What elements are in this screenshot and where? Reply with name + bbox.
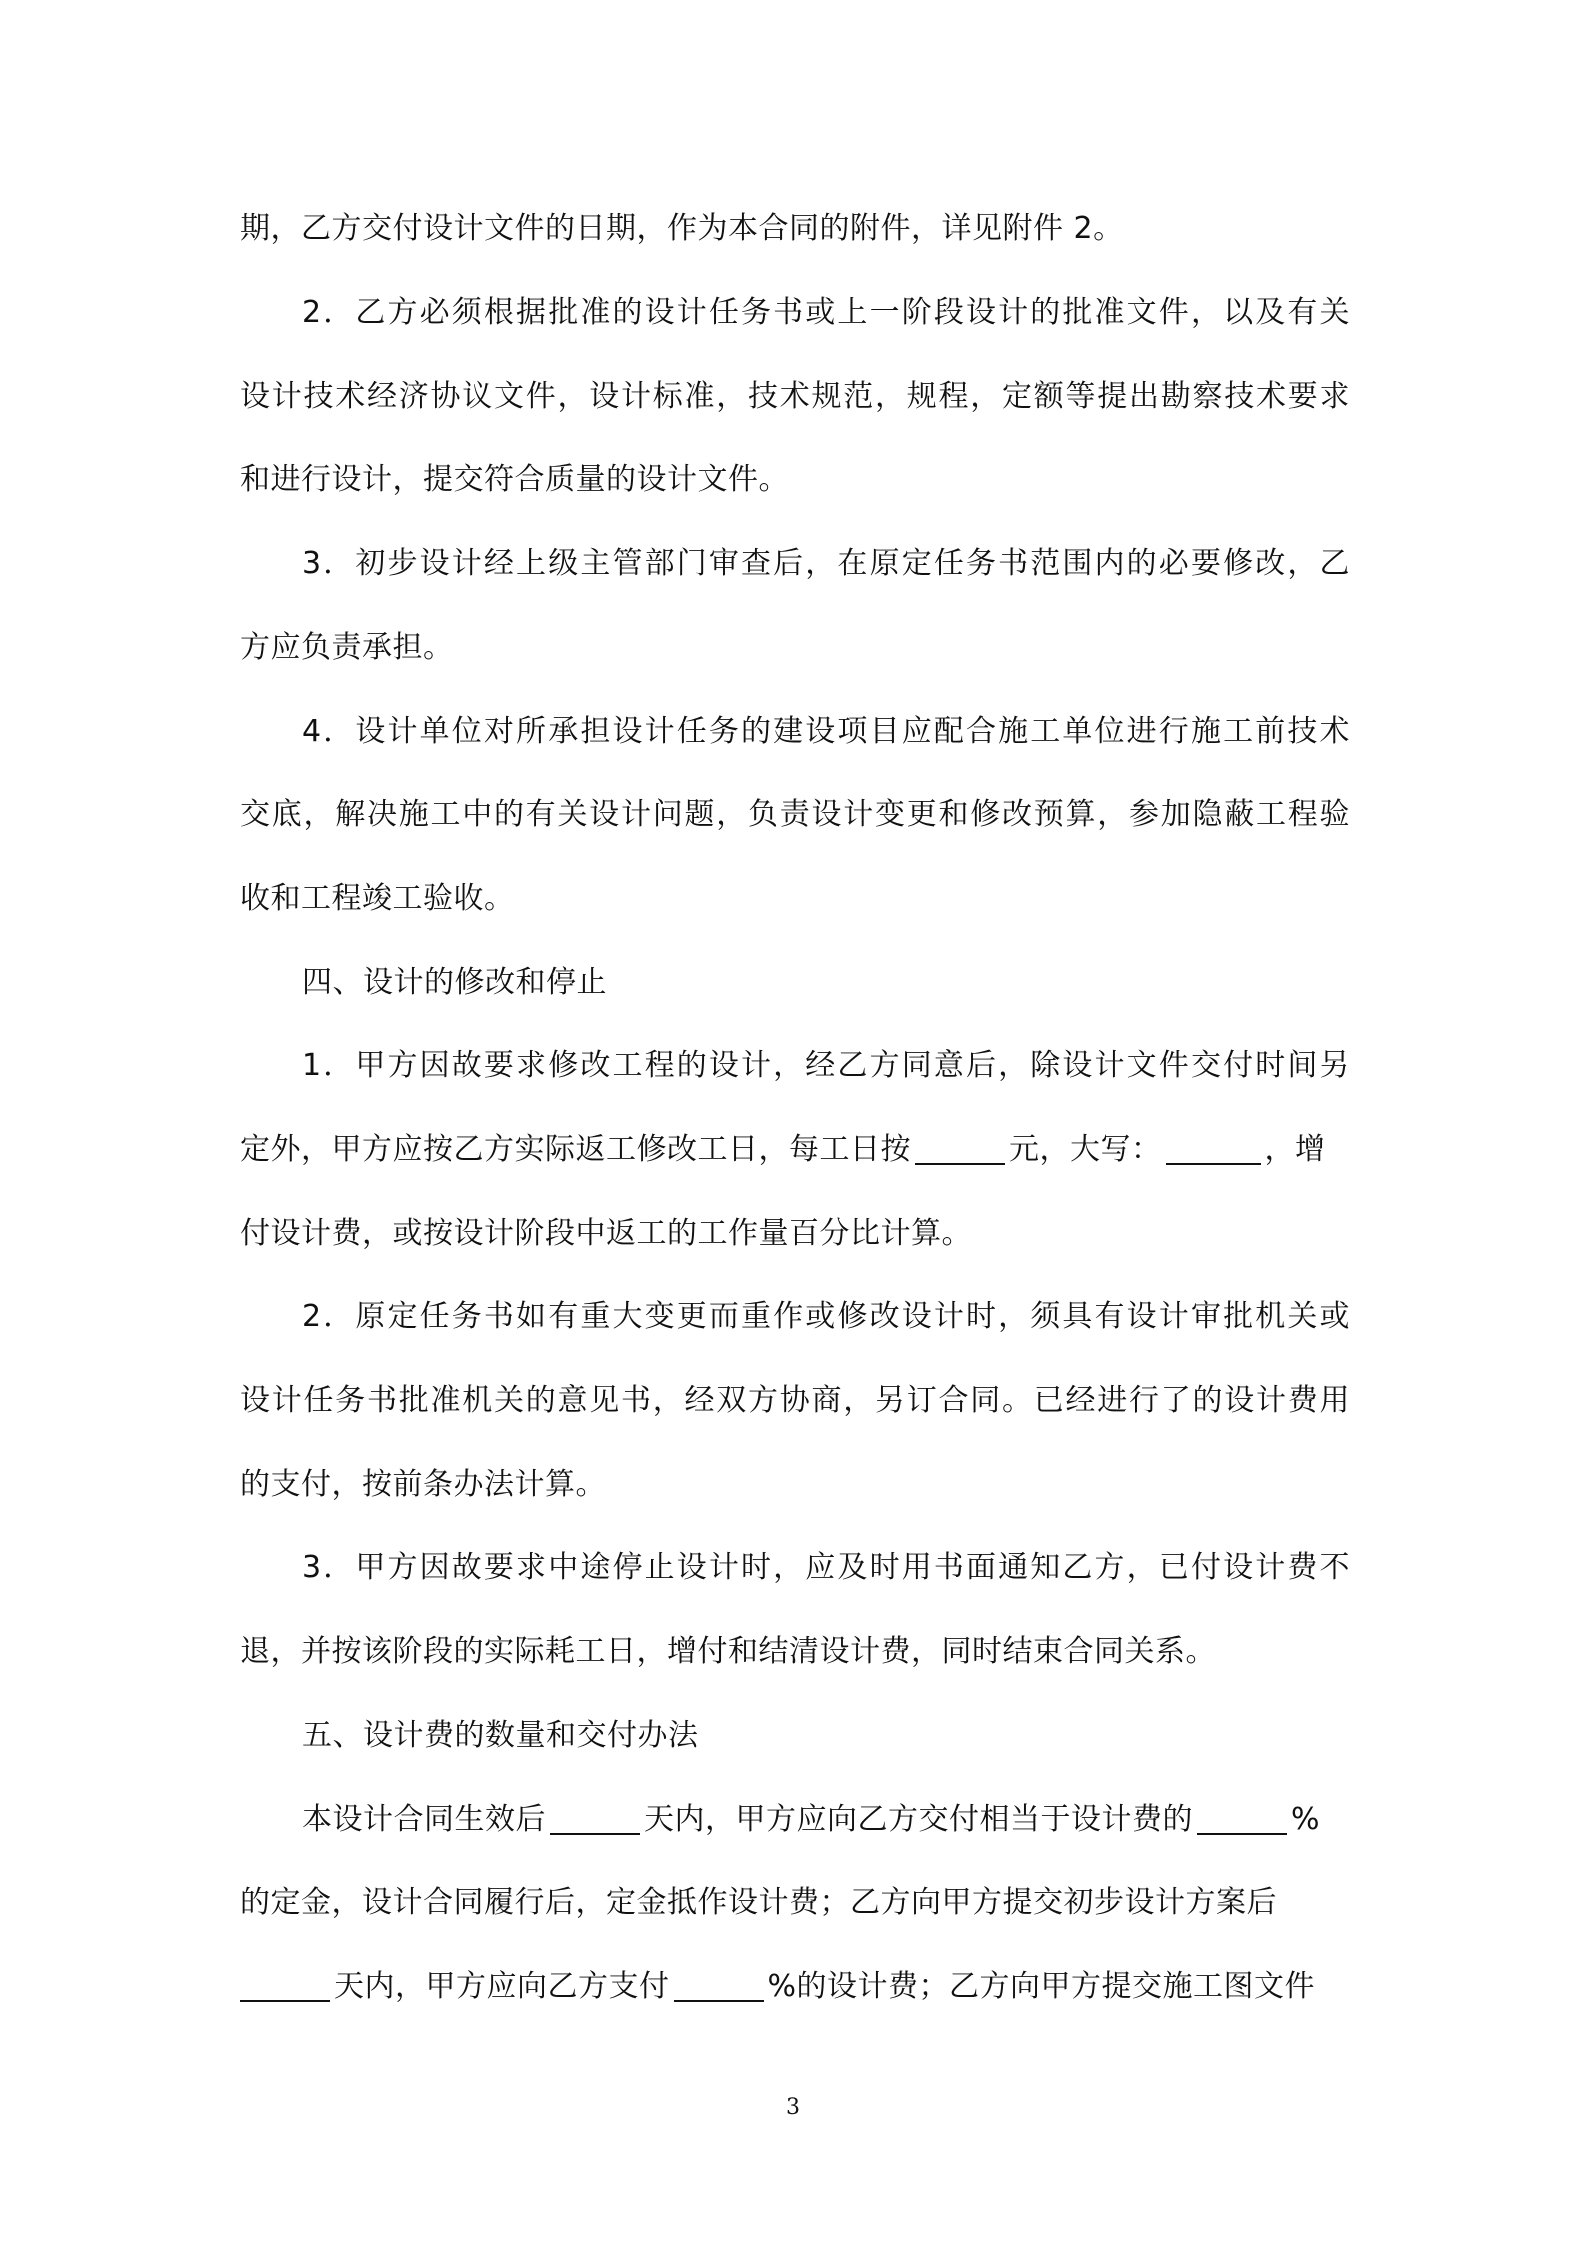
page-number: 3 — [786, 2095, 800, 2120]
text-line-20-part1: 本设计合同生效后 — [302, 1802, 546, 1837]
blank-deposit-percent[interactable] — [1197, 1803, 1287, 1835]
text-line-22-part2: %的设计费；乙方向甲方提交施工图文件 — [767, 1969, 1316, 2004]
text-line-17: 3．甲方因故要求中途停止设计时，应及时用书面通知乙方，已付设计费不 — [302, 1550, 1350, 1585]
text-line-12-part3: ，增 — [1264, 1132, 1326, 1167]
text-line-8: 交底，解决施工中的有关设计问题，负责设计变更和修改预算，参加隐蔽工程验 — [240, 797, 1350, 832]
text-line-9: 收和工程竣工验收。 — [240, 881, 515, 916]
text-line-21: 的定金，设计合同履行后，定金抵作设计费；乙方向甲方提交初步设计方案后 — [240, 1885, 1277, 1920]
blank-days-after-effective[interactable] — [550, 1803, 640, 1835]
text-line-22-part1: 天内，甲方应向乙方支付 — [334, 1969, 670, 2004]
text-line-20-part2: 天内，甲方应向乙方交付相当于设计费的 — [644, 1802, 1193, 1837]
blank-fee-in-words[interactable] — [1166, 1133, 1261, 1165]
text-line-16: 的支付，按前条办法计算。 — [240, 1467, 606, 1502]
text-line-13: 付设计费，或按设计阶段中返工的工作量百分比计算。 — [240, 1216, 972, 1251]
text-line-15: 设计任务书批准机关的意见书，经双方协商，另订合同。已经进行了的设计费用 — [240, 1383, 1350, 1418]
section-heading-4: 四、设计的修改和停止 — [302, 965, 607, 1000]
blank-payment-percent[interactable] — [674, 1970, 764, 2002]
text-line-3: 设计技术经济协议文件，设计标准，技术规范，规程，定额等提出勘察技术要求 — [240, 379, 1350, 414]
text-line-20-part3: % — [1291, 1802, 1321, 1837]
text-line-5: 3．初步设计经上级主管部门审查后，在原定任务书范围内的必要修改，乙 — [302, 546, 1350, 581]
text-line-6: 方应负责承担。 — [240, 630, 454, 665]
text-line-20 — [302, 1800, 1350, 1840]
section-heading-5: 五、设计费的数量和交付办法 — [302, 1718, 699, 1753]
blank-days-after-preliminary[interactable] — [240, 1970, 330, 2002]
text-line-1: 期，乙方交付设计文件的日期，作为本合同的附件，详见附件 2。 — [240, 211, 1124, 246]
text-line-11: 1．甲方因故要求修改工程的设计，经乙方同意后，除设计文件交付时间另 — [302, 1048, 1350, 1083]
text-line-12-part2: 元，大写： — [1009, 1132, 1162, 1167]
text-line-2: 2．乙方必须根据批准的设计任务书或上一阶段设计的批准文件，以及有关 — [302, 295, 1350, 330]
text-line-12-part1: 定外，甲方应按乙方实际返工修改工日，每工日按 — [240, 1132, 911, 1167]
text-line-22 — [240, 1967, 1350, 2007]
blank-fee-per-day[interactable] — [915, 1133, 1005, 1165]
text-line-12 — [240, 1130, 1350, 1170]
text-line-4: 和进行设计，提交符合质量的设计文件。 — [240, 462, 789, 497]
text-line-14: 2．原定任务书如有重大变更而重作或修改设计时，须具有设计审批机关或 — [302, 1299, 1350, 1334]
text-line-7: 4．设计单位对所承担设计任务的建设项目应配合施工单位进行施工前技术 — [302, 714, 1350, 749]
text-line-18: 退，并按该阶段的实际耗工日，增付和结清设计费，同时结束合同关系。 — [240, 1634, 1216, 1669]
